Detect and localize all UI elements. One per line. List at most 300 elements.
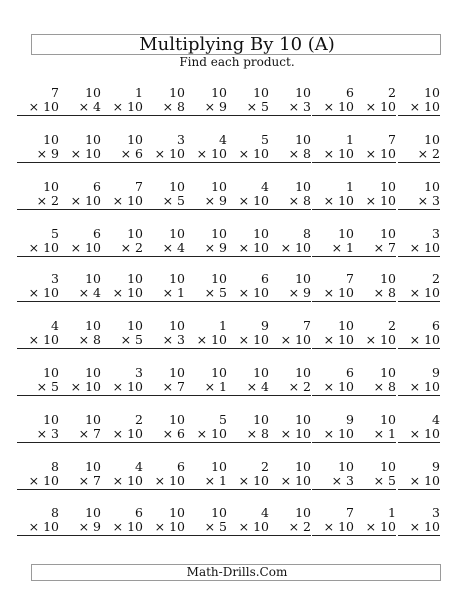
problem-top-number: 5 (219, 412, 227, 427)
problem (59, 180, 101, 220)
problem-multiplier: × 10 (398, 520, 440, 536)
problem (143, 413, 185, 453)
problem (17, 180, 59, 220)
problem-top-number: 1 (346, 132, 354, 147)
problem (101, 227, 143, 267)
problem-top-number: 3 (135, 365, 143, 380)
problem-multiplier: × 10 (398, 427, 440, 443)
problem-top-number: 4 (432, 412, 440, 427)
problem-top-number: 9 (346, 412, 354, 427)
problem-multiplier: × 10 (312, 194, 354, 210)
problem-top-number: 5 (261, 132, 269, 147)
problem-top-number: 10 (253, 226, 269, 241)
problem-multiplier: × 2 (398, 147, 440, 163)
problem (312, 86, 354, 126)
problem-top-number: 10 (424, 179, 440, 194)
problem-multiplier: × 7 (59, 474, 101, 490)
problem-multiplier: × 4 (59, 100, 101, 116)
problem (354, 460, 396, 500)
problem-top-number: 4 (219, 132, 227, 147)
problem (269, 272, 311, 312)
problem-multiplier: × 10 (59, 241, 101, 257)
problem (354, 227, 396, 267)
problem-top-number: 10 (295, 459, 311, 474)
problem-multiplier: × 8 (354, 286, 396, 302)
problem (101, 133, 143, 173)
problem-multiplier: × 10 (17, 100, 59, 116)
problem (227, 319, 269, 359)
problem (101, 319, 143, 359)
problem-multiplier: × 10 (17, 520, 59, 536)
problem-top-number: 10 (127, 271, 143, 286)
problem-multiplier: × 10 (17, 286, 59, 302)
problem-top-number: 10 (85, 365, 101, 380)
problem (312, 460, 354, 500)
problem (101, 506, 143, 546)
problem (185, 506, 227, 546)
problem-top-number: 10 (338, 318, 354, 333)
problem-top-number: 9 (261, 318, 269, 333)
problem-multiplier: × 1 (354, 427, 396, 443)
problem (269, 86, 311, 126)
problem-top-number: 10 (295, 85, 311, 100)
problem-multiplier: × 10 (312, 333, 354, 349)
problem (185, 366, 227, 406)
problem (227, 506, 269, 546)
problem-top-number: 5 (51, 226, 59, 241)
problem-top-number: 10 (211, 459, 227, 474)
problem-multiplier: × 8 (354, 380, 396, 396)
problem-top-number: 10 (295, 505, 311, 520)
problem-top-number: 1 (346, 179, 354, 194)
problem-top-number: 10 (211, 226, 227, 241)
problem (17, 272, 59, 312)
problem-multiplier: × 10 (143, 520, 185, 536)
problem-top-number: 10 (85, 459, 101, 474)
problem-multiplier: × 10 (269, 474, 311, 490)
problem-top-number: 10 (338, 459, 354, 474)
problem-top-number: 10 (380, 179, 396, 194)
problem-multiplier: × 10 (354, 520, 396, 536)
problem-multiplier: × 1 (143, 286, 185, 302)
problem-multiplier: × 5 (17, 380, 59, 396)
problem-multiplier: × 10 (143, 474, 185, 490)
problem-multiplier: × 6 (101, 147, 143, 163)
problem-multiplier: × 10 (398, 380, 440, 396)
problem-top-number: 7 (346, 505, 354, 520)
problem-top-number: 10 (424, 85, 440, 100)
problem-multiplier: × 10 (101, 380, 143, 396)
problem-multiplier: × 10 (101, 520, 143, 536)
problem (269, 460, 311, 500)
problem-top-number: 10 (85, 85, 101, 100)
problem-top-number: 2 (388, 85, 396, 100)
problem (354, 86, 396, 126)
problem (354, 413, 396, 453)
problem (269, 227, 311, 267)
problem-multiplier: × 10 (312, 520, 354, 536)
problem-top-number: 8 (51, 459, 59, 474)
problem-multiplier: × 10 (227, 286, 269, 302)
problem (101, 460, 143, 500)
problem-multiplier: × 3 (312, 474, 354, 490)
problem (398, 460, 440, 500)
problem-top-number: 10 (295, 179, 311, 194)
problem-top-number: 10 (253, 85, 269, 100)
problem (354, 133, 396, 173)
problem-top-number: 10 (127, 226, 143, 241)
problem-multiplier: × 7 (354, 241, 396, 257)
problem-top-number: 4 (51, 318, 59, 333)
problem (227, 227, 269, 267)
problem (59, 319, 101, 359)
problem-top-number: 7 (135, 179, 143, 194)
problem-top-number: 1 (219, 318, 227, 333)
problem-top-number: 7 (303, 318, 311, 333)
problem (101, 180, 143, 220)
problem-multiplier: × 10 (101, 194, 143, 210)
problem (17, 413, 59, 453)
problem-top-number: 10 (295, 271, 311, 286)
problem-top-number: 3 (177, 132, 185, 147)
problem-top-number: 10 (424, 132, 440, 147)
problem-top-number: 10 (169, 318, 185, 333)
problem (227, 133, 269, 173)
problem (227, 460, 269, 500)
problem (143, 180, 185, 220)
problem (398, 506, 440, 546)
problem (17, 366, 59, 406)
problem (227, 86, 269, 126)
problem (398, 366, 440, 406)
problem-multiplier: × 3 (269, 100, 311, 116)
problem-multiplier: × 10 (17, 474, 59, 490)
problem-top-number: 8 (303, 226, 311, 241)
problem (227, 366, 269, 406)
problem-multiplier: × 6 (143, 427, 185, 443)
problem (143, 366, 185, 406)
problem-top-number: 2 (432, 271, 440, 286)
problem-multiplier: × 10 (185, 147, 227, 163)
problem (59, 86, 101, 126)
problem-multiplier: × 9 (17, 147, 59, 163)
problem-top-number: 10 (211, 85, 227, 100)
problem-multiplier: × 10 (17, 333, 59, 349)
problem (185, 413, 227, 453)
problem (269, 133, 311, 173)
problem (312, 319, 354, 359)
problem-top-number: 10 (169, 226, 185, 241)
problem-top-number: 10 (169, 179, 185, 194)
problem (17, 133, 59, 173)
problem-top-number: 10 (211, 179, 227, 194)
problem-top-number: 10 (43, 132, 59, 147)
problem-top-number: 9 (432, 365, 440, 380)
problem (312, 227, 354, 267)
problem-top-number: 6 (135, 505, 143, 520)
problem-multiplier: × 10 (227, 474, 269, 490)
problem-multiplier: × 10 (398, 241, 440, 257)
problem (59, 460, 101, 500)
problem (143, 319, 185, 359)
problem-top-number: 10 (85, 318, 101, 333)
problem-multiplier: × 10 (354, 333, 396, 349)
problem-top-number: 4 (261, 505, 269, 520)
problem-multiplier: × 3 (143, 333, 185, 349)
problem (398, 319, 440, 359)
problem (59, 227, 101, 267)
problem-multiplier: × 10 (312, 100, 354, 116)
problem-multiplier: × 10 (185, 427, 227, 443)
problem-top-number: 6 (93, 226, 101, 241)
problem (17, 227, 59, 267)
problem-top-number: 10 (295, 365, 311, 380)
problem-multiplier: × 10 (227, 333, 269, 349)
problem-multiplier: × 9 (185, 100, 227, 116)
problem-top-number: 10 (380, 365, 396, 380)
problem-multiplier: × 1 (185, 380, 227, 396)
page-title: Multiplying By 10 (A) (139, 34, 335, 55)
problem-multiplier: × 5 (101, 333, 143, 349)
problem-multiplier: × 2 (101, 241, 143, 257)
problem (312, 413, 354, 453)
problem-top-number: 6 (346, 365, 354, 380)
problem-multiplier: × 2 (269, 380, 311, 396)
problem-multiplier: × 8 (269, 147, 311, 163)
problem-top-number: 10 (85, 412, 101, 427)
problem-multiplier: × 10 (354, 147, 396, 163)
problem-top-number: 3 (51, 271, 59, 286)
problem (185, 180, 227, 220)
problem (227, 413, 269, 453)
problem-multiplier: × 10 (398, 333, 440, 349)
problem (269, 180, 311, 220)
problem-multiplier: × 10 (227, 241, 269, 257)
problem-multiplier: × 10 (269, 427, 311, 443)
problem-top-number: 6 (432, 318, 440, 333)
problem-multiplier: × 10 (59, 194, 101, 210)
problem-top-number: 10 (43, 179, 59, 194)
problem-top-number: 2 (261, 459, 269, 474)
problem-top-number: 10 (295, 132, 311, 147)
problem (312, 272, 354, 312)
problem-top-number: 6 (177, 459, 185, 474)
problem-top-number: 1 (388, 505, 396, 520)
problem (17, 460, 59, 500)
problem (354, 319, 396, 359)
problem (398, 86, 440, 126)
problem-multiplier: × 10 (354, 194, 396, 210)
problem-multiplier: × 7 (143, 380, 185, 396)
problem-multiplier: × 3 (17, 427, 59, 443)
problem (143, 133, 185, 173)
problem-top-number: 10 (169, 412, 185, 427)
problem-multiplier: × 10 (354, 100, 396, 116)
problem-multiplier: × 10 (59, 147, 101, 163)
problem (398, 413, 440, 453)
problem-top-number: 10 (253, 412, 269, 427)
problem-top-number: 10 (85, 505, 101, 520)
problem-multiplier: × 10 (312, 147, 354, 163)
problem-multiplier: × 5 (185, 286, 227, 302)
problem-top-number: 9 (432, 459, 440, 474)
problem-top-number: 7 (51, 85, 59, 100)
problem-multiplier: × 10 (312, 427, 354, 443)
problem-top-number: 10 (169, 505, 185, 520)
problem (143, 272, 185, 312)
problem-multiplier: × 5 (354, 474, 396, 490)
footer-credit: Math-Drills.Com (186, 565, 288, 579)
problem-multiplier: × 10 (312, 286, 354, 302)
problem (398, 272, 440, 312)
problem-multiplier: × 8 (59, 333, 101, 349)
problem-top-number: 4 (135, 459, 143, 474)
problem (269, 413, 311, 453)
problem (312, 506, 354, 546)
problem-top-number: 10 (380, 271, 396, 286)
problem-top-number: 10 (127, 132, 143, 147)
problem-top-number: 2 (135, 412, 143, 427)
problem-multiplier: × 10 (312, 380, 354, 396)
problem-top-number: 7 (346, 271, 354, 286)
problem (269, 506, 311, 546)
problem-multiplier: × 10 (227, 520, 269, 536)
problem (354, 180, 396, 220)
problem-top-number: 10 (85, 132, 101, 147)
problem-top-number: 10 (380, 226, 396, 241)
problem-multiplier: × 2 (17, 194, 59, 210)
problem-multiplier: × 10 (17, 241, 59, 257)
problem (59, 413, 101, 453)
problem-top-number: 10 (211, 365, 227, 380)
problem (312, 180, 354, 220)
problem-multiplier: × 1 (185, 474, 227, 490)
problem (17, 506, 59, 546)
problem (143, 227, 185, 267)
problem-multiplier: × 10 (101, 427, 143, 443)
problem (185, 460, 227, 500)
problem-multiplier: × 3 (398, 194, 440, 210)
problem-multiplier: × 10 (269, 333, 311, 349)
problem (17, 86, 59, 126)
instructions: Find each product. (179, 55, 295, 69)
problem (398, 133, 440, 173)
problem-multiplier: × 8 (227, 427, 269, 443)
problem-top-number: 10 (211, 505, 227, 520)
problem-top-number: 2 (388, 318, 396, 333)
problem-top-number: 10 (43, 365, 59, 380)
problem (59, 506, 101, 546)
problem (59, 272, 101, 312)
problem-top-number: 6 (346, 85, 354, 100)
problem (101, 86, 143, 126)
problem-multiplier: × 10 (143, 147, 185, 163)
problem-multiplier: × 10 (398, 286, 440, 302)
problem (354, 506, 396, 546)
problem (101, 272, 143, 312)
problem (143, 86, 185, 126)
problem (227, 180, 269, 220)
problem-top-number: 3 (432, 226, 440, 241)
problem-top-number: 10 (380, 412, 396, 427)
problem-top-number: 10 (85, 271, 101, 286)
problem-multiplier: × 8 (269, 194, 311, 210)
problem-top-number: 6 (261, 271, 269, 286)
problem-multiplier: × 9 (185, 241, 227, 257)
problem-multiplier: × 9 (269, 286, 311, 302)
problem-top-number: 10 (169, 271, 185, 286)
problem (185, 319, 227, 359)
problem-top-number: 10 (338, 226, 354, 241)
problem-multiplier: × 10 (101, 100, 143, 116)
problem-multiplier: × 2 (269, 520, 311, 536)
problem-multiplier: × 10 (101, 474, 143, 490)
problem (17, 319, 59, 359)
problem (143, 460, 185, 500)
problem-multiplier: × 10 (227, 147, 269, 163)
problem (185, 86, 227, 126)
problem (269, 366, 311, 406)
problem (398, 180, 440, 220)
problem-multiplier: × 4 (227, 380, 269, 396)
problem-multiplier: × 4 (143, 241, 185, 257)
problem-multiplier: × 10 (227, 194, 269, 210)
problem (59, 366, 101, 406)
problem (312, 366, 354, 406)
problem-top-number: 10 (211, 271, 227, 286)
problem-top-number: 4 (261, 179, 269, 194)
problem (59, 133, 101, 173)
problem (185, 227, 227, 267)
problem (101, 413, 143, 453)
problem-top-number: 3 (432, 505, 440, 520)
problem-multiplier: × 1 (312, 241, 354, 257)
problem-multiplier: × 7 (59, 427, 101, 443)
problem (398, 227, 440, 267)
problem (269, 319, 311, 359)
problem-multiplier: × 10 (101, 286, 143, 302)
problem-top-number: 10 (380, 459, 396, 474)
problem (185, 133, 227, 173)
problem-multiplier: × 10 (185, 333, 227, 349)
problem (354, 366, 396, 406)
problem-multiplier: × 5 (185, 520, 227, 536)
problem-multiplier: × 10 (398, 100, 440, 116)
problem (227, 272, 269, 312)
problem-top-number: 10 (127, 318, 143, 333)
problem (185, 272, 227, 312)
problem (354, 272, 396, 312)
problem-multiplier: × 9 (185, 194, 227, 210)
problem-top-number: 10 (43, 412, 59, 427)
problem-top-number: 10 (253, 365, 269, 380)
problem-multiplier: × 10 (398, 474, 440, 490)
problem-top-number: 10 (169, 85, 185, 100)
problem-top-number: 10 (295, 412, 311, 427)
problem-top-number: 8 (51, 505, 59, 520)
problem-top-number: 10 (169, 365, 185, 380)
problem-multiplier: × 10 (269, 241, 311, 257)
problem-top-number: 7 (388, 132, 396, 147)
problem-top-number: 6 (93, 179, 101, 194)
problem-multiplier: × 9 (59, 520, 101, 536)
problem-multiplier: × 5 (227, 100, 269, 116)
problem-multiplier: × 5 (143, 194, 185, 210)
problem-top-number: 1 (135, 85, 143, 100)
problem-multiplier: × 8 (143, 100, 185, 116)
problem-multiplier: × 10 (59, 380, 101, 396)
problem (143, 506, 185, 546)
